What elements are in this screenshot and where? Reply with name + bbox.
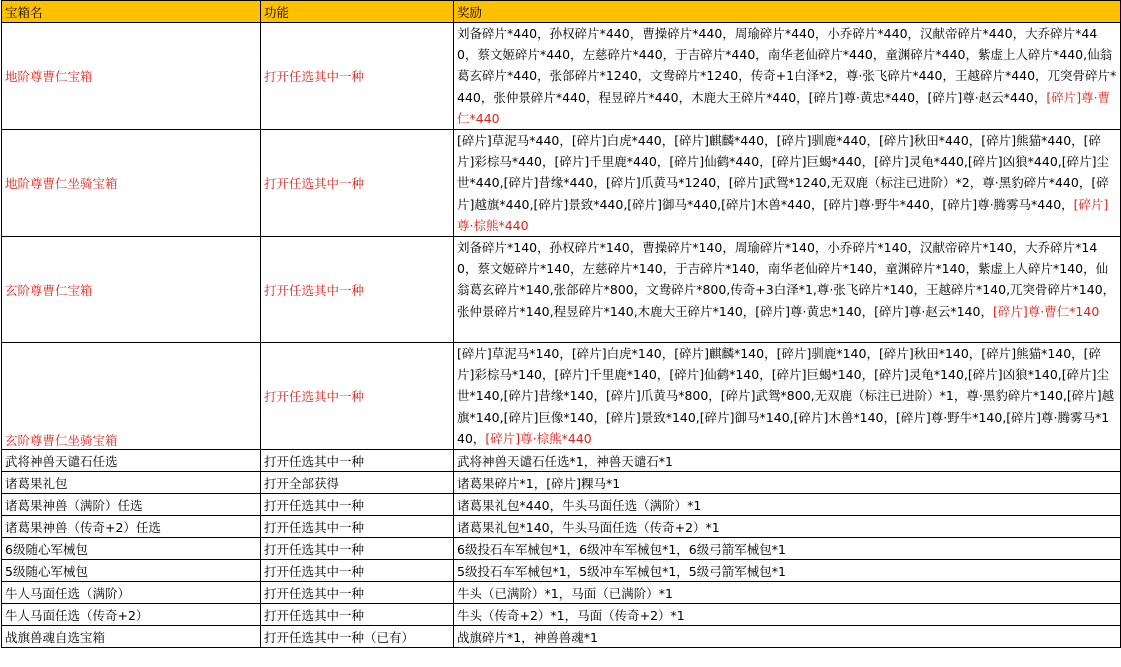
box-name-cell: 玄阶尊曹仁坐骑宝箱 — [2, 343, 261, 450]
reward-cell — [454, 343, 1121, 450]
function-cell: 打开任选其中一种 — [261, 582, 454, 604]
box-name-cell: 武将神兽天谴石任选 — [2, 450, 261, 472]
box-name-cell: 牛人马面任选（传奇+2） — [2, 604, 261, 626]
header-function: 功能 — [261, 1, 454, 23]
function-cell: 打开任选其中一种 — [261, 604, 454, 626]
table-row — [2, 516, 1121, 538]
box-name-cell: 5级随心军械包 — [2, 560, 261, 582]
box-name-cell: 6级随心军械包 — [2, 538, 261, 560]
function-cell: 打开任选其中一种 — [261, 23, 454, 130]
function-cell: 打开任选其中一种 — [261, 538, 454, 560]
reward-cell: 诸葛果礼包*140，牛头马面任选（传奇+2）*1 — [454, 516, 1121, 538]
box-name-cell: 玄阶尊曹仁宝箱 — [2, 237, 261, 343]
reward-cell: 诸葛果礼包*440，牛头马面任选（满阶）*1 — [454, 494, 1121, 516]
function-cell: 打开任选其中一种 — [261, 130, 454, 237]
box-name-cell: 地阶尊曹仁坐骑宝箱 — [2, 130, 261, 237]
reward-highlight: [碎片]尊·曹仁*140 — [992, 303, 1100, 319]
reward-cell — [454, 237, 1121, 343]
table-row — [2, 472, 1121, 494]
table-row — [2, 626, 1121, 648]
reward-highlight: [碎片]尊·棕熊*440 — [457, 196, 1109, 233]
header-reward: 奖励 — [454, 1, 1121, 23]
function-cell: 打开任选其中一种（已有） — [261, 626, 454, 648]
header-box-name: 宝箱名 — [2, 1, 261, 23]
function-cell: 打开任选其中一种 — [261, 450, 454, 472]
reward-cell: 5级投石车军械包*1，5级冲车军械包*1，5级弓箭军械包*1 — [454, 560, 1121, 582]
table-row — [2, 604, 1121, 626]
reward-cell: 牛头（已满阶）*1，马面（已满阶）*1 — [454, 582, 1121, 604]
box-name-cell: 诸葛果神兽（满阶）任选 — [2, 494, 261, 516]
table-row — [2, 538, 1121, 560]
reward-table — [1, 0, 1121, 648]
table-row — [2, 343, 1121, 450]
reward-highlight: [碎片]尊·曹仁*440 — [457, 89, 1111, 126]
box-name-cell: 地阶尊曹仁宝箱 — [2, 23, 261, 130]
function-cell: 打开任选其中一种 — [261, 343, 454, 450]
box-name-cell: 牛人马面任选（满阶） — [2, 582, 261, 604]
header-row — [2, 1, 1121, 23]
reward-text: 刘备碎片*440，孙权碎片*440，曹操碎片*440，周瑜碎片*440，小乔碎片*440，汉献帝碎片*440，大乔碎片*440，蔡文姬碎片*440，左慈碎片*440，于吉碎片*440，南华老仙碎片*440，童渊碎片*440，紫虚上人碎片*440,仙翁葛玄碎片*440，张郃碎片*1240，文鸯碎片*1240，传奇+1白泽*2，尊·张飞碎片*440，王越碎片*440，兀突骨碎片*440，张仲景碎片*440，程昱碎片*440，木鹿大王碎片*440，[碎片]尊·黄忠*440，[碎片]尊·赵云*440， — [457, 26, 1117, 105]
function-cell: 打开任选其中一种 — [261, 237, 454, 343]
reward-highlight: [碎片]尊·棕熊*440 — [485, 430, 592, 446]
box-name-cell: 诸葛果礼包 — [2, 472, 261, 494]
function-cell: 打开全部获得 — [261, 472, 454, 494]
reward-text: 刘备碎片*140，孙权碎片*140，曹操碎片*140，周瑜碎片*140，小乔碎片*140，汉献帝碎片*140，大乔碎片*140，蔡文姬碎片*140，左慈碎片*140，于吉碎片*140，南华老仙碎片*140，童渊碎片*140，紫虚上人碎片*140，仙翁葛玄碎片*140,张郃碎片*800，文鸯碎片*800,传奇+3白泽*1,尊·张飞碎片*140，王越碎片*140,兀突骨碎片*140，张仲景碎片*140,程昱碎片*140,木鹿大王碎片*140，[碎片]尊·黄忠*140，[碎片]尊·赵云*140， — [457, 240, 1116, 319]
reward-cell: 战旗碎片*1，神兽兽魂*1 — [454, 626, 1121, 648]
function-cell: 打开任选其中一种 — [261, 494, 454, 516]
table-row — [2, 560, 1121, 582]
reward-cell: 牛头（传奇+2）*1，马面（传奇+2）*1 — [454, 604, 1121, 626]
reward-cell: 武将神兽天谴石任选*1，神兽天谴石*1 — [454, 450, 1121, 472]
function-cell: 打开任选其中一种 — [261, 560, 454, 582]
box-name-cell: 诸葛果神兽（传奇+2）任选 — [2, 516, 261, 538]
reward-text: [碎片]草泥马*440，[碎片]白虎*440，[碎片]麒麟*440，[碎片]驯鹿*440，[碎片]秋田*440，[碎片]熊猫*440，[碎片]彩棕马*440，[碎片]千里鹿*440，[碎片]仙鹤*440，[碎片]巨蝎*440，[碎片]灵龟*440,[碎片]凶狼*440,[碎片]尘世*440,[碎片]昔缘*440，[碎片]爪黄马*1240，[碎片]武鸳*1240,无双鹿（标注已进阶）*2，尊·黑豹碎片*440，[碎片]越旗*440,[碎片]景致*440,[碎片]御马*440,[碎片]木兽*440，[碎片]尊·野牛*440，[碎片]尊·腾雾马*440， — [457, 133, 1109, 212]
table-row — [2, 237, 1121, 343]
reward-cell — [454, 130, 1121, 237]
reward-cell: 6级投石车军械包*1，6级冲车军械包*1，6级弓箭军械包*1 — [454, 538, 1121, 560]
table-row — [2, 450, 1121, 472]
table-row — [2, 23, 1121, 130]
reward-cell: 诸葛果碎片*1，[碎片]粿马*1 — [454, 472, 1121, 494]
function-cell: 打开任选其中一种 — [261, 516, 454, 538]
table-row — [2, 494, 1121, 516]
reward-cell — [454, 23, 1121, 130]
table-row — [2, 130, 1121, 237]
reward-text: [碎片]草泥马*140，[碎片]白虎*140，[碎片]麒麟*140，[碎片]驯鹿*140，[碎片]秋田*140，[碎片]熊猫*140，[碎片]彩棕马*140，[碎片]千里鹿*140，[碎片]仙鹤*140，[碎片]巨蝎*140，[碎片]灵龟*140,[碎片]凶狼*140,[碎片]尘世*140,[碎片]昔缘*140，[碎片]爪黄马*800，[碎片]武鸳*800,无双鹿（标注已进阶）*1，尊·黑豹碎片*140,[碎片]越旗*140,[碎片]巨像*140，[碎片]景致*140,[碎片]御马*140,[碎片]木兽*140，[碎片]尊·野牛*140,[碎片]尊·腾雾马*140， — [457, 346, 1115, 446]
table-row — [2, 582, 1121, 604]
box-name-cell: 战旗兽魂自选宝箱 — [2, 626, 261, 648]
